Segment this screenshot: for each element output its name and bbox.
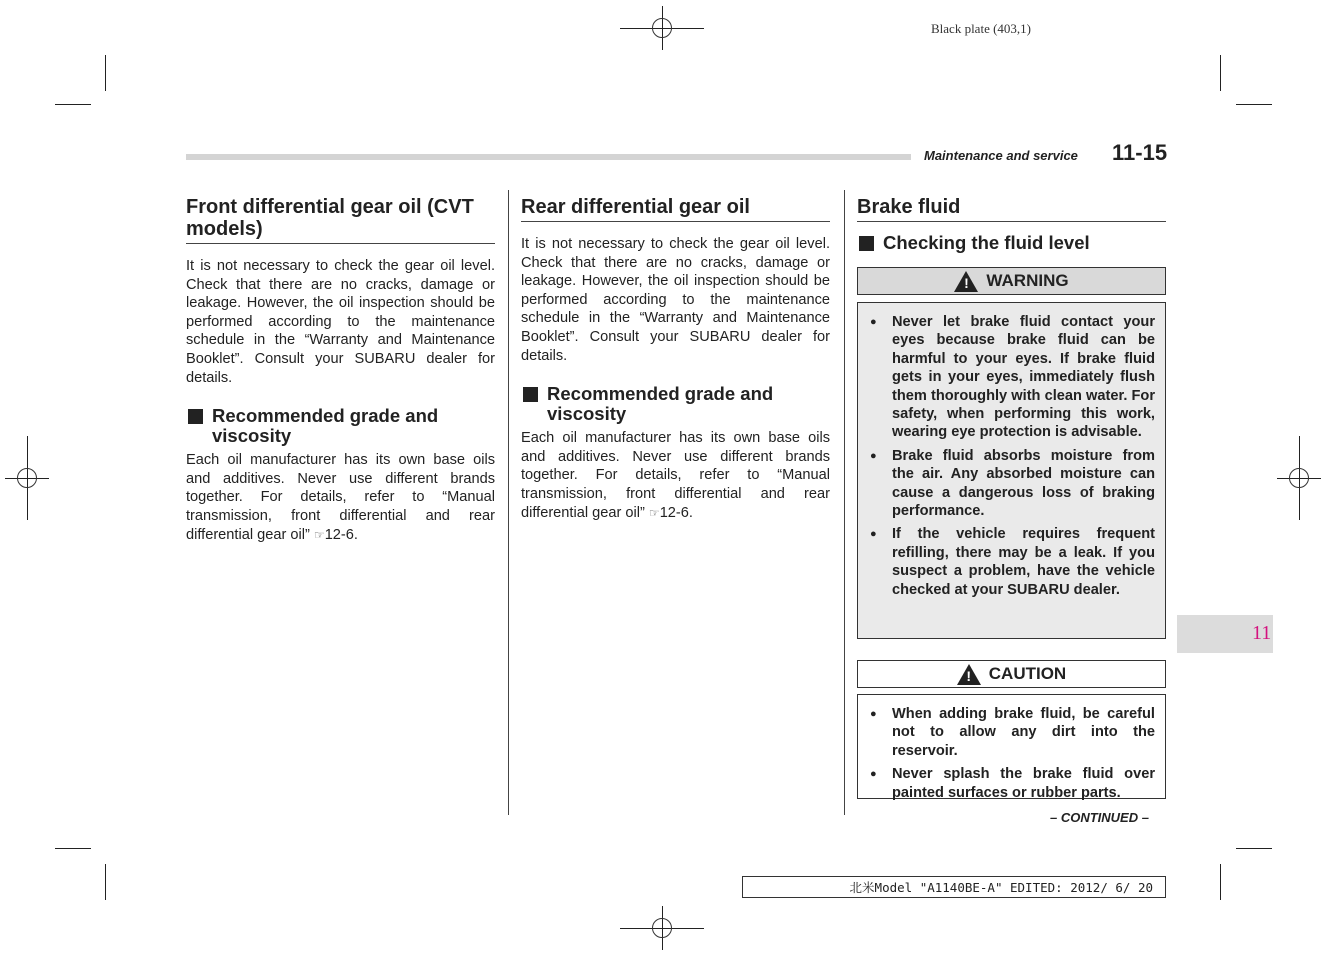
- black-square-icon: [188, 409, 203, 424]
- reference-hand-icon: ☞: [313, 527, 325, 542]
- registration-circle-icon: [652, 18, 672, 38]
- warning-label: WARNING: [986, 271, 1069, 290]
- caution-list: [868, 705, 1155, 802]
- body-text: [521, 429, 830, 522]
- column-front-differential: [186, 190, 495, 544]
- body-text-content: Each oil manufacturer has its own base oils and additives. Never use different brands together. For details, refer to “Manual transmission, front differential and rear differential gear oil”: [186, 452, 495, 543]
- subsection-heading: [186, 406, 495, 446]
- subsection-heading: [857, 233, 1166, 253]
- registration-circle-icon: [1289, 468, 1309, 488]
- body-text: It is not necessary to check the gear oil level. Check that there are no cracks, damage or leakage. However, the oil inspection should be performed according to the maintenance schedule in the “Warranty and Maintenance Booklet”. Consult your SUBARU dealer for details.: [521, 236, 830, 364]
- crop-mark: [105, 55, 106, 91]
- black-square-icon: [859, 236, 874, 251]
- caution-item: ● When adding brake fluid, be careful not to allow any dirt into the reservoir.: [868, 705, 1155, 760]
- crop-mark: [1236, 848, 1272, 849]
- section-name: Maintenance and service: [918, 148, 1084, 163]
- header-bar: [186, 154, 911, 160]
- continued-note: – CONTINUED –: [1050, 810, 1149, 825]
- crop-mark: [105, 864, 106, 900]
- reference-hand-icon: ☞: [648, 505, 660, 520]
- column-brake-fluid: [857, 190, 1166, 253]
- caution-header: [857, 660, 1166, 688]
- warning-triangle-icon: !: [954, 271, 978, 292]
- subsection-heading-text: Recommended grade and viscosity: [547, 383, 774, 425]
- warning-list: [868, 313, 1155, 599]
- caution-box: [857, 694, 1166, 799]
- column-divider: [844, 190, 845, 815]
- warning-header: [857, 267, 1166, 295]
- footer-edit-info: 北米Model "A1140BE-A" EDITED: 2012/ 6/ 20: [742, 876, 1166, 898]
- caution-item: ● Never splash the brake fluid over painted surfaces or rubber parts.: [868, 765, 1155, 802]
- warning-item: ● Never let brake fluid contact your eyes because brake fluid can be harmful to your eyes. If brake fluid gets in your eyes, immediately flush them thoroughly with clean water. For safety, when performing this work, wearing eye protection is advisable.: [868, 313, 1155, 442]
- body-text-content: Each oil manufacturer has its own base oils and additives. Never use different brands together. For details, refer to “Manual transmission, front differential and rear differential gear oil”: [521, 430, 830, 521]
- page-number: 11-15: [1108, 140, 1167, 166]
- section-heading: Front differential gear oil (CVT models): [186, 196, 495, 244]
- registration-circle-icon: [652, 918, 672, 938]
- section-heading: Rear differential gear oil: [521, 196, 830, 222]
- body-text: [186, 451, 495, 544]
- warning-triangle-icon: !: [957, 664, 981, 685]
- subsection-heading-text: Recommended grade and viscosity: [212, 405, 439, 447]
- registration-circle-icon: [17, 468, 37, 488]
- chapter-tab-number: 11: [1252, 622, 1272, 644]
- section-heading: Brake fluid: [857, 196, 1166, 222]
- crop-mark: [55, 848, 91, 849]
- warning-box: [857, 302, 1166, 639]
- page-reference[interactable]: 12-6.: [324, 526, 358, 543]
- warning-item: ● If the vehicle requires frequent refilling, there may be a leak. If you suspect a problem, have the vehicle checked at your SUBARU dealer.: [868, 525, 1155, 599]
- crop-mark: [1236, 104, 1272, 105]
- crop-mark: [55, 104, 91, 105]
- warning-item: ● Brake fluid absorbs moisture from the air. Any absorbed moisture can cause a dangerous loss of braking performance.: [868, 447, 1155, 521]
- crop-mark: [1220, 864, 1221, 900]
- subsection-heading-text: Checking the fluid level: [883, 232, 1090, 253]
- subsection-heading: [521, 384, 830, 424]
- column-divider: [508, 190, 509, 815]
- plate-label: Black plate (403,1): [931, 21, 1031, 36]
- crop-mark: [1220, 55, 1221, 91]
- page-reference[interactable]: 12-6.: [659, 504, 693, 521]
- column-rear-differential: [521, 190, 830, 522]
- caution-label: CAUTION: [988, 664, 1067, 683]
- black-square-icon: [523, 387, 538, 402]
- body-text: It is not necessary to check the gear oil level. Check that there are no cracks, damage or leakage. However, the oil inspection should be performed according to the maintenance schedule in the “Warranty and Maintenance Booklet”. Consult your SUBARU dealer for details.: [186, 258, 495, 386]
